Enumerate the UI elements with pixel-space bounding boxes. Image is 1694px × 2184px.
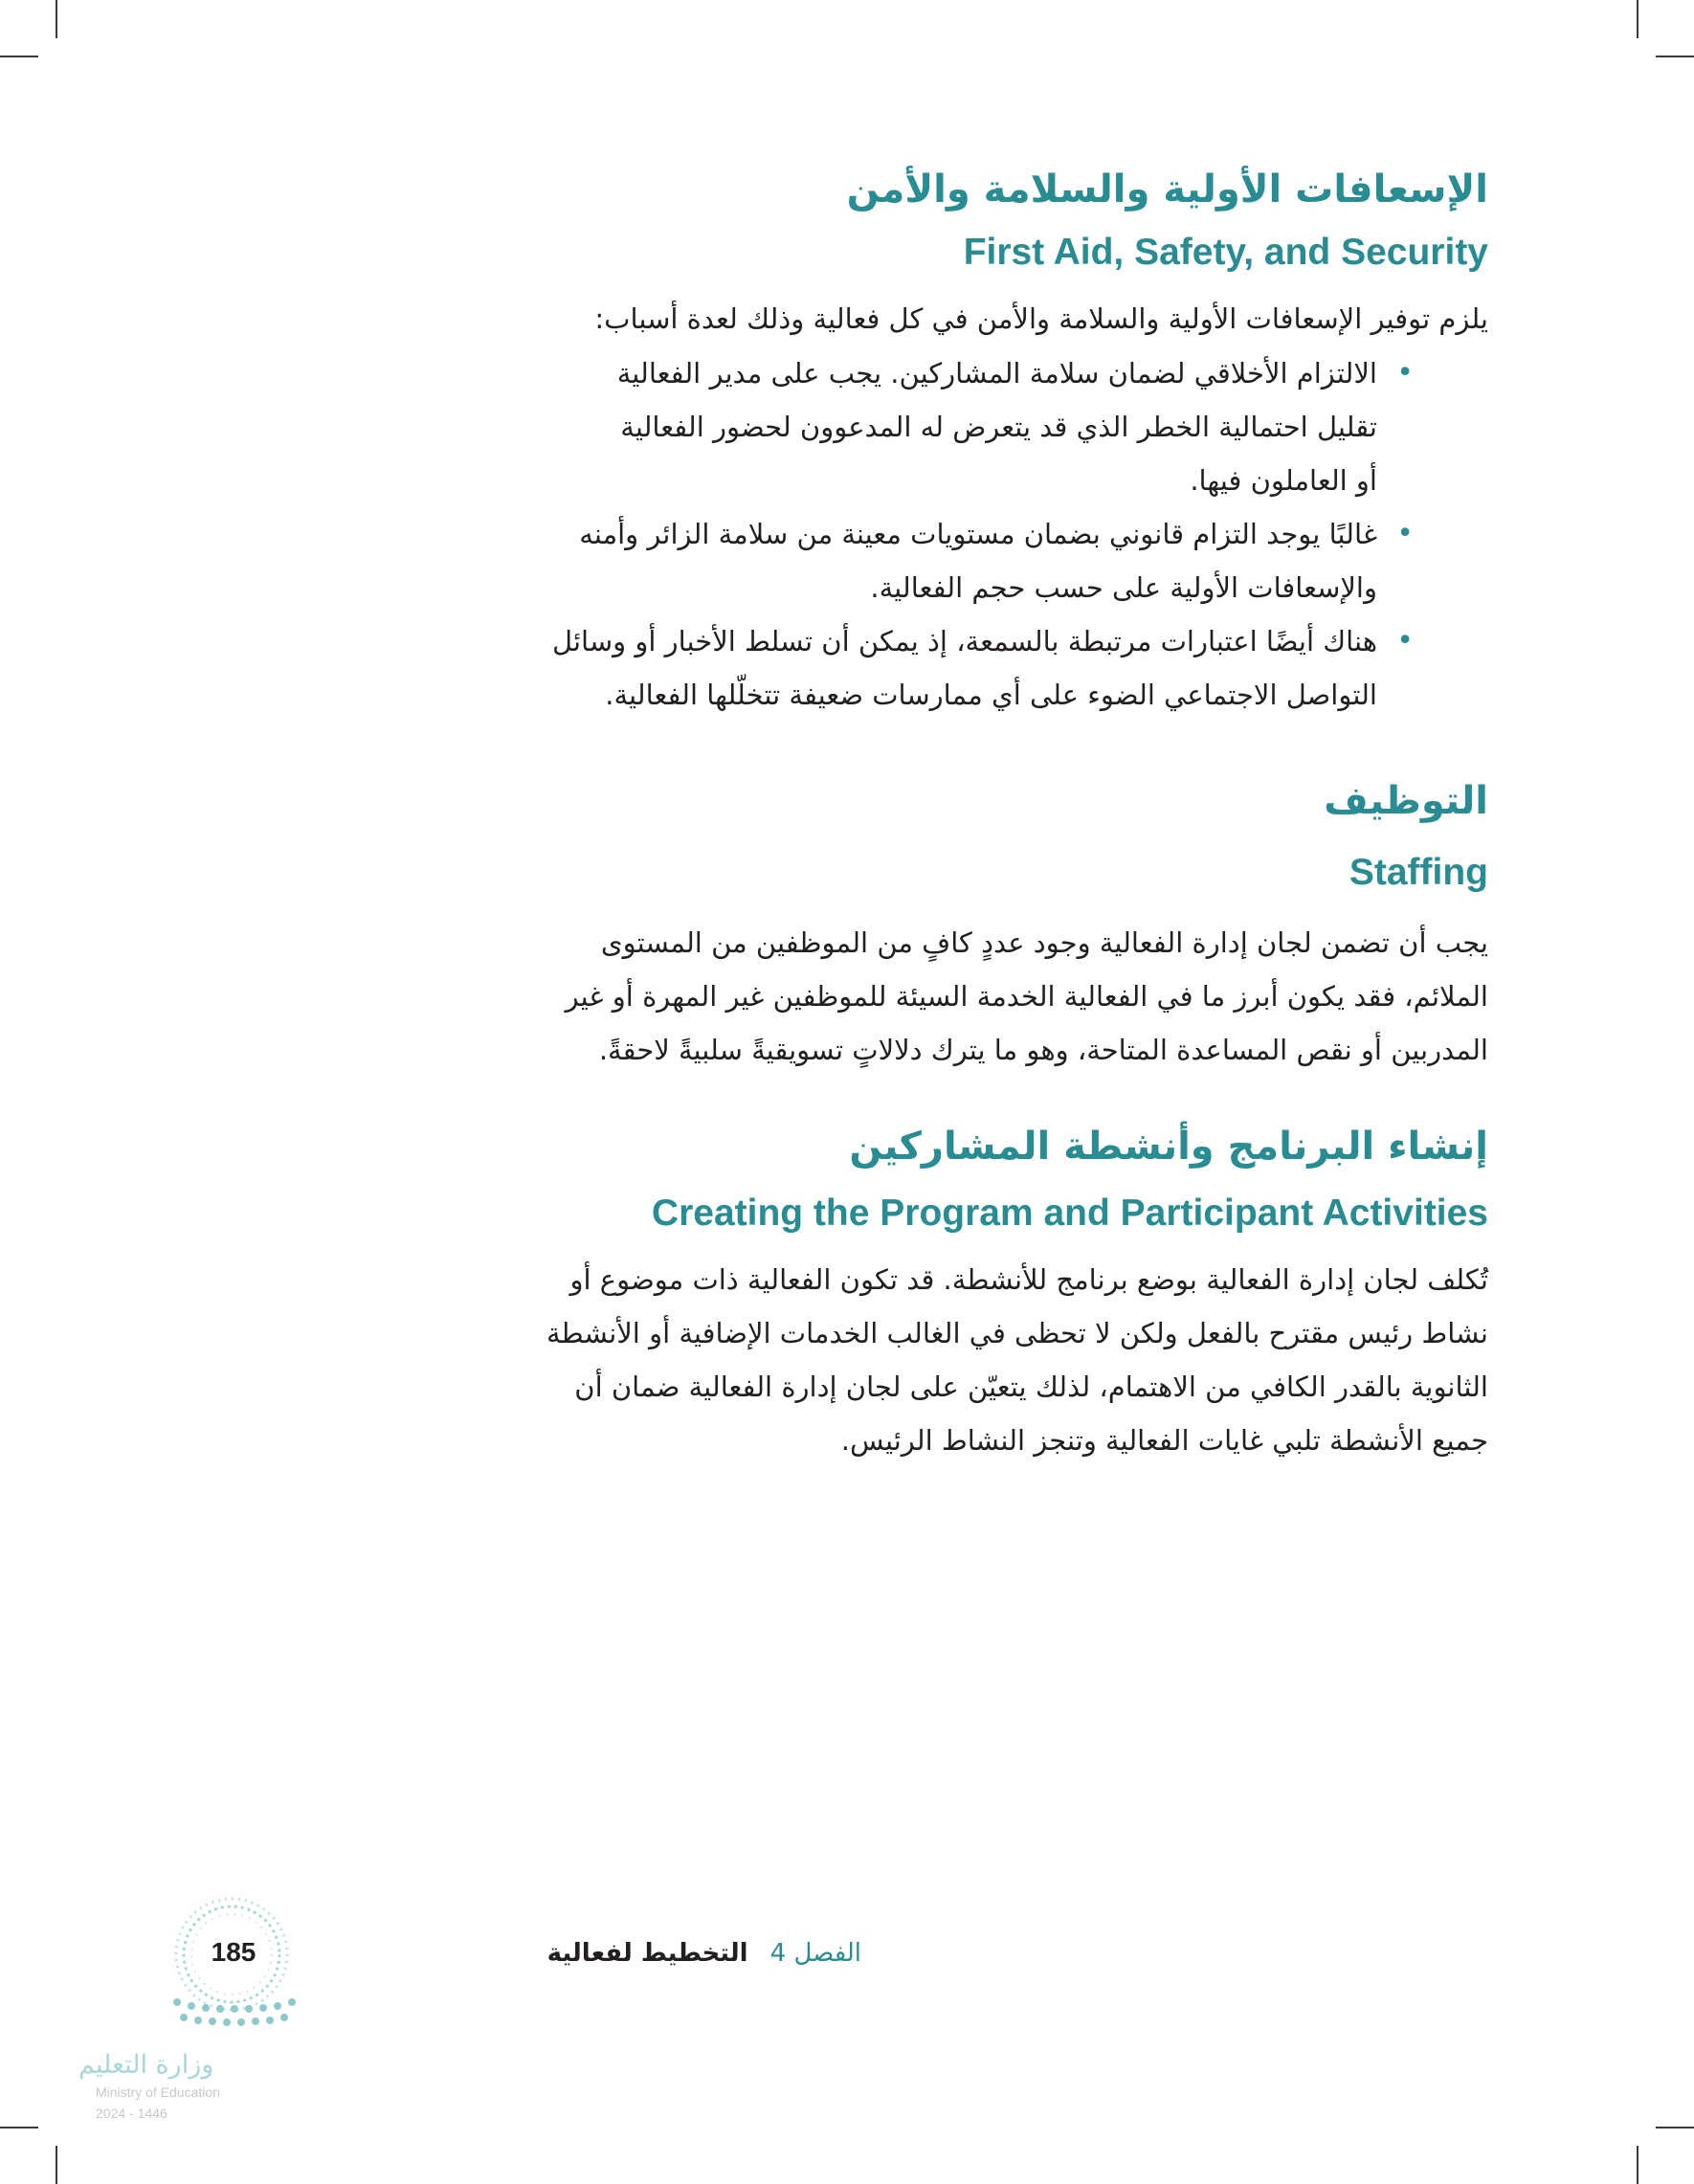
bullet-icon: • <box>1396 517 1414 550</box>
bullet-list <box>531 346 1488 722</box>
chapter-label: الفصل 4 <box>769 1939 861 1968</box>
section-intro: يلزم توفير الإسعافات الأولية والسلامة والأمن في كل فعالية وذلك لعدة أسباب: <box>594 302 1488 335</box>
chapter-info <box>547 1939 861 1968</box>
crop-mark <box>1637 2146 1638 2184</box>
list-item-line: التواصل الاجتماعي الضوء على أي ممارسات ضعيفة تتخلّلها الفعالية. <box>605 679 1377 711</box>
list-item <box>531 507 1414 614</box>
body-line: تُكلف لجان إدارة الفعالية بوضع برنامج للأنشطة. قد تكون الفعالية ذات موضوع أو <box>569 1263 1488 1296</box>
body-line: نشاط رئيس مقترح بالفعل ولكن لا تحظى في الغالب الخدمات الإضافية أو الأنشطة <box>546 1317 1488 1349</box>
list-item-line: تقليل احتمالية الخطر الذي قد يتعرض له المدعوون لحضور الفعالية <box>620 411 1377 443</box>
crop-mark <box>56 2146 57 2184</box>
list-item-line: الالتزام الأخلاقي لضمان سلامة المشاركين. يجب على مدير الفعالية <box>616 357 1377 390</box>
ministry-name-en: Ministry of Education <box>96 2084 220 2100</box>
section-title-ar: إنشاء البرنامج وأنشطة المشاركين <box>849 1125 1488 1169</box>
body-line: المدربين أو نقص المساعدة المتاحة، وهو ما يترك دلالاتٍ تسويقيةً سلبيةً لاحقةً. <box>598 1034 1488 1066</box>
body-line: الملائم، فقد يكون أبرز ما في الفعالية الخدمة السيئة للموظفين غير المهرة أو غير <box>565 980 1488 1013</box>
list-item-line: هناك أيضًا اعتبارات مرتبطة بالسمعة، إذ يمكن أن تسلط الأخبار أو وسائل <box>552 625 1377 657</box>
ministry-logo <box>153 1885 316 2077</box>
bullet-icon: • <box>1396 356 1414 390</box>
ministry-year: 2024 - 1446 <box>96 2106 167 2121</box>
bullet-icon: • <box>1396 624 1414 657</box>
body-line: جميع الأنشطة تلبي غايات الفعالية وتنجز النشاط الرئيس. <box>840 1424 1488 1457</box>
body-line: يجب أن تضمن لجان إدارة الفعالية وجود عددٍ كافٍ من الموظفين من المستوى <box>600 926 1488 959</box>
list-item-line: أو العاملون فيها. <box>1190 464 1377 497</box>
section-title-ar: الإسعافات الأولية والسلامة والأمن <box>846 167 1488 212</box>
crop-mark <box>0 56 38 57</box>
section-title-ar: التوظيف <box>1324 779 1488 823</box>
crop-mark <box>1656 56 1694 57</box>
section-staffing <box>531 779 1488 1077</box>
section-body <box>531 916 1488 1077</box>
section-title-en: Creating the Program and Participant Activities <box>651 1192 1488 1234</box>
list-item-line: والإسعافات الأولية على حسب حجم الفعالية. <box>870 571 1377 604</box>
section-body <box>531 1253 1488 1467</box>
crop-mark <box>1637 0 1638 38</box>
chapter-title: التخطيط لفعالية <box>546 1939 748 1968</box>
ministry-name-ar: وزارة التعليم <box>78 2050 214 2080</box>
section-title-en: Staffing <box>1349 852 1488 893</box>
page-number: 185 <box>211 1937 256 1967</box>
section-program <box>531 1127 1488 1467</box>
list-item <box>531 346 1414 507</box>
section-first-aid <box>531 167 1488 722</box>
body-line: الثانوية بالقدر الكافي من الاهتمام، لذلك يتعيّن على لجان إدارة الفعالية ضمان أن <box>574 1371 1488 1403</box>
crop-mark <box>56 0 57 38</box>
section-title-en: First Aid, Safety, and Security <box>963 232 1488 273</box>
crop-mark <box>1656 2127 1694 2128</box>
crop-mark <box>0 2127 38 2128</box>
list-item-line: غالبًا يوجد التزام قانوني بضمان مستويات معينة من سلامة الزائر وأمنه <box>579 518 1377 550</box>
list-item <box>531 614 1414 722</box>
